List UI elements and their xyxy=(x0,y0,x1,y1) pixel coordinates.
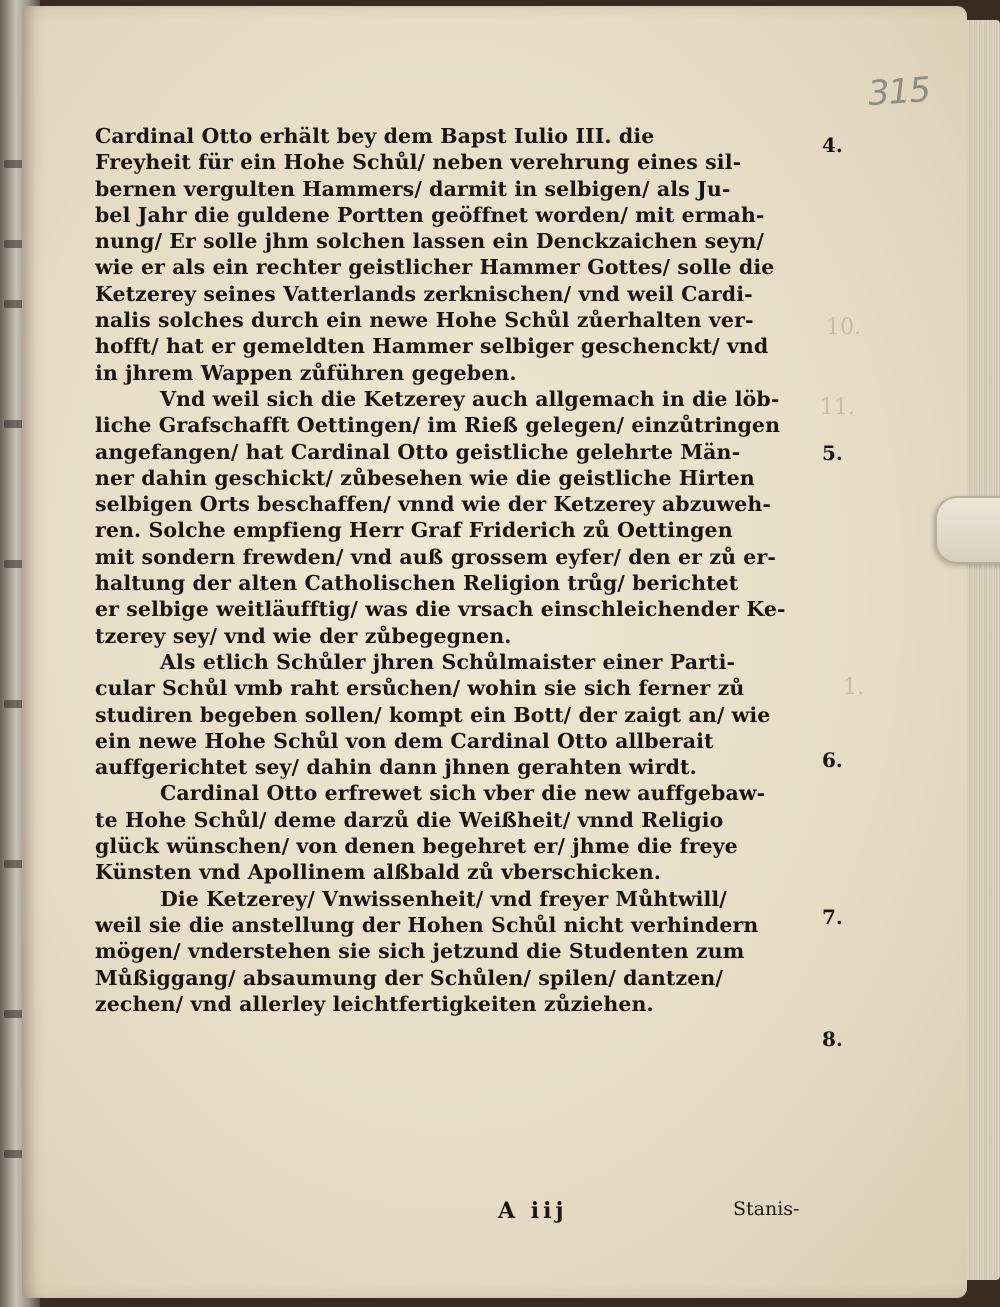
text-line: nung/ Er solle jhm solchen lassen ein Denckzaichen seyn/ xyxy=(95,229,765,254)
text-line: angefangen/ hat Cardinal Otto geistliche gelehrte Män- xyxy=(95,439,741,464)
text-line: te Hohe Schůl/ deme darzů die Weißheit/ vnnd Religio xyxy=(95,807,724,832)
text-line: Můßiggang/ absaumung der Schůlen/ spilen/ dantzen/ xyxy=(95,965,723,990)
catchword: Stanis- xyxy=(733,1198,800,1220)
text-line: Als etlich Schůler jhren Schůlmaister einer Parti- xyxy=(160,649,736,674)
bleed-through-mark: 10. xyxy=(826,315,861,340)
bleed-through-mark: 1. xyxy=(843,675,864,700)
text-line: weil sie die anstellung der Hohen Schůl nicht verhindern xyxy=(95,912,759,937)
text-line: haltung der alten Catholischen Religion trůg/ berichtet xyxy=(95,571,739,596)
text-line: wie er als ein rechter geistlicher Hammer Gottes/ solle die xyxy=(95,255,775,280)
paragraph-5 xyxy=(95,386,820,649)
text-line: ein newe Hohe Schůl von dem Cardinal Otto allberait xyxy=(95,728,714,753)
margin-number: 5. xyxy=(822,441,843,465)
margin-number: 4. xyxy=(822,133,843,157)
text-line: ren. Solche empfieng Herr Graf Friderich zů Oettingen xyxy=(95,518,733,543)
text-line: Freyheit für ein Hohe Schůl/ neben verehrung eines sil- xyxy=(95,150,742,175)
text-line: hofft/ hat er gemeldten Hammer selbiger geschenckt/ vnd xyxy=(95,334,769,359)
text-line: in jhrem Wappen zůführen gegeben. xyxy=(95,360,517,385)
text-line: liche Grafschafft Oettingen/ im Rieß gelegen/ einzůtringen xyxy=(95,413,781,438)
folio-number: 315 xyxy=(866,69,932,115)
text-line: cular Schůl vmb raht ersůchen/ wohin sie sich ferner zů xyxy=(95,676,745,701)
text-line: nalis solches durch ein newe Hohe Schůl zůerhalten ver- xyxy=(95,308,754,333)
text-line: ner dahin geschickt/ zůbesehen wie die geistliche Hirten xyxy=(95,465,755,490)
text-line: auffgerichtet sey/ dahin dann jhnen gerahten wirdt. xyxy=(95,755,697,780)
text-line: Cardinal Otto erfrewet sich vber die new auffgebaw- xyxy=(160,781,766,806)
text-line: tzerey sey/ vnd wie der zůbegegnen. xyxy=(95,623,512,648)
text-line: Ketzerey seines Vatterlands zerknischen/ vnd weil Cardi- xyxy=(95,281,753,306)
text-line: bel Jahr die guldene Portten geöffnet worden/ mit ermah- xyxy=(95,202,765,227)
text-line: bernen vergulten Hammers/ darmit in selbigen/ als Ju- xyxy=(95,176,731,201)
text-line: selbigen Orts beschaffen/ vnnd wie der Ketzerey abzuweh- xyxy=(95,492,771,517)
text-line: Künsten vnd Apollinem alßbald zů vberschicken. xyxy=(95,860,661,885)
paragraph-4 xyxy=(95,123,820,386)
margin-number: 7. xyxy=(822,905,843,929)
main-text xyxy=(95,123,820,1017)
text-line: er selbige weitläufftig/ was die vrsach einschleichender Ke- xyxy=(95,597,786,622)
text-line: glück wünschen/ von denen begehret er/ jhme die freye xyxy=(95,834,738,859)
paragraph-8 xyxy=(95,886,820,1017)
margin-number: 6. xyxy=(822,748,843,772)
text-line: mögen/ vnderstehen sie sich jetzund die Studenten zum xyxy=(95,939,745,964)
text-line: Vnd weil sich die Ketzerey auch allgemach in die löb- xyxy=(160,386,780,411)
bleed-through-mark: 11. xyxy=(820,395,855,420)
paragraph-7 xyxy=(95,780,820,885)
paragraph-6 xyxy=(95,649,820,780)
text-line: Cardinal Otto erhält bey dem Bapst Iulio III. die xyxy=(95,124,655,148)
text-line: mit sondern frewden/ vnd auß grossem eyfer/ den er zů er- xyxy=(95,544,776,569)
text-line: zechen/ vnd allerley leichtfertigkeiten zůziehen. xyxy=(95,991,654,1016)
text-line: Die Ketzerey/ Vnwissenheit/ vnd freyer Můhtwill/ xyxy=(160,886,727,911)
margin-number: 8. xyxy=(822,1027,843,1051)
signature-mark: A iij xyxy=(498,1198,568,1224)
page-tab-marker xyxy=(935,496,1000,564)
text-line: studiren begeben sollen/ kompt ein Bott/ der zaigt an/ wie xyxy=(95,702,771,727)
